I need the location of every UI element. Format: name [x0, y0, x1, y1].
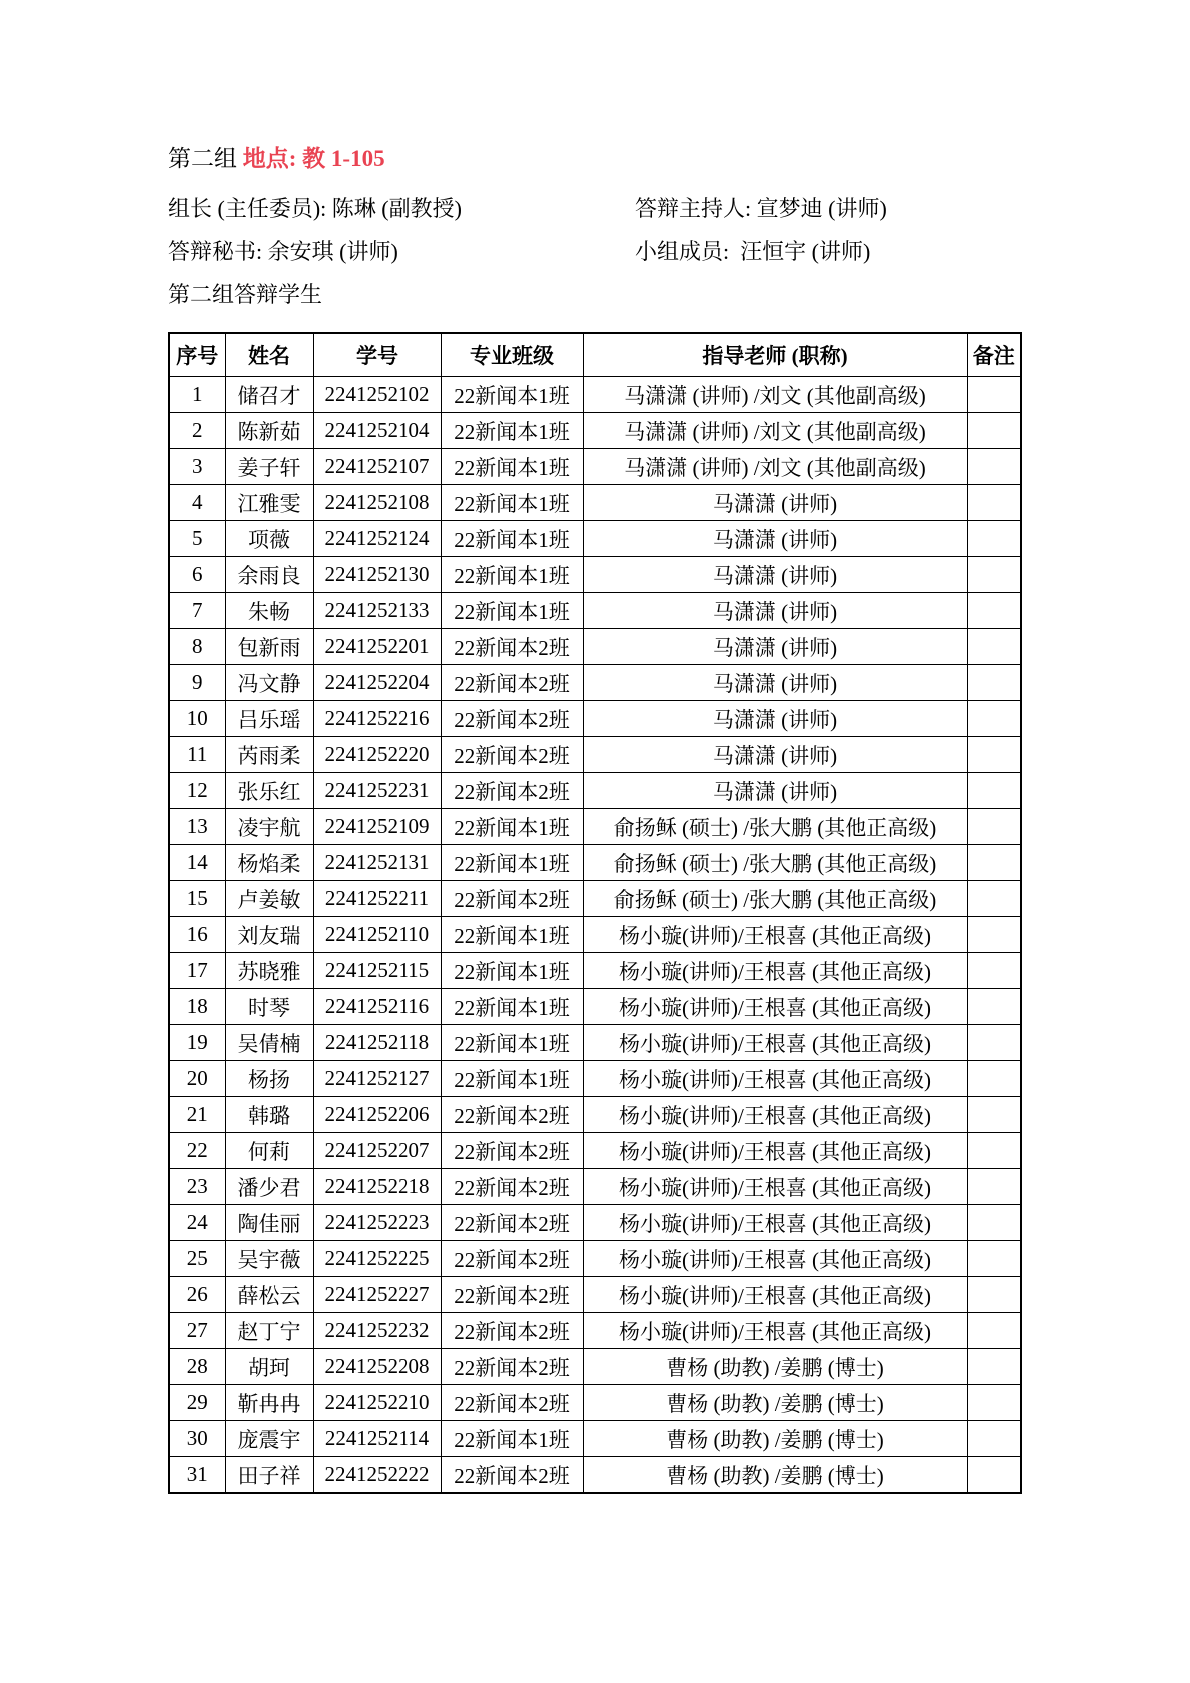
cell-student-id: 2241252220: [313, 737, 441, 773]
table-row: [169, 1097, 1021, 1133]
cell-student-id: 2241252227: [313, 1277, 441, 1313]
cell-class: 22新闻本2班: [441, 1313, 583, 1349]
cell-advisor: 曹杨 (助教) /姜鹏 (博士): [583, 1421, 967, 1457]
cell-class: 22新闻本2班: [441, 1241, 583, 1277]
cell-remark: [967, 629, 1021, 665]
cell-remark: [967, 485, 1021, 521]
cell-class: 22新闻本2班: [441, 629, 583, 665]
cell-student-id: 2241252109: [313, 809, 441, 845]
cell-student-id: 2241252116: [313, 989, 441, 1025]
cell-advisor: 杨小璇(讲师)/王根喜 (其他正高级): [583, 1241, 967, 1277]
table-row: [169, 1241, 1021, 1277]
table-row: [169, 593, 1021, 629]
cell-class: 22新闻本2班: [441, 773, 583, 809]
cell-remark: [967, 377, 1021, 413]
cell-no: 20: [169, 1061, 225, 1097]
cell-advisor: 马潇潇 (讲师) /刘文 (其他副高级): [583, 377, 967, 413]
cell-no: 11: [169, 737, 225, 773]
cell-remark: [967, 1205, 1021, 1241]
cell-remark: [967, 1421, 1021, 1457]
cell-no: 7: [169, 593, 225, 629]
cell-class: 22新闻本1班: [441, 593, 583, 629]
cell-name: 吴倩楠: [225, 1025, 313, 1061]
cell-student-id: 2241252107: [313, 449, 441, 485]
cell-remark: [967, 1169, 1021, 1205]
cell-student-id: 2241252115: [313, 953, 441, 989]
info-row-2: [168, 238, 1028, 265]
defense-secretary-text: 答辩秘书: 余安琪 (讲师): [168, 239, 398, 264]
cell-name: 庞震宇: [225, 1421, 313, 1457]
cell-student-id: 2241252225: [313, 1241, 441, 1277]
cell-no: 21: [169, 1097, 225, 1133]
table-row: [169, 917, 1021, 953]
cell-name: 胡珂: [225, 1349, 313, 1385]
cell-no: 6: [169, 557, 225, 593]
cell-no: 17: [169, 953, 225, 989]
cell-no: 25: [169, 1241, 225, 1277]
header-advisor: 指导老师 (职称): [583, 333, 967, 377]
cell-remark: [967, 413, 1021, 449]
table-row: [169, 701, 1021, 737]
group-title-line: [168, 145, 1028, 173]
cell-remark: [967, 665, 1021, 701]
cell-name: 靳冉冉: [225, 1385, 313, 1421]
cell-class: 22新闻本1班: [441, 377, 583, 413]
cell-no: 19: [169, 1025, 225, 1061]
cell-name: 姜子轩: [225, 449, 313, 485]
cell-name: 何莉: [225, 1133, 313, 1169]
group-leader-text: 组长 (主任委员): 陈琳 (副教授): [168, 196, 462, 221]
cell-advisor: 杨小璇(讲师)/王根喜 (其他正高级): [583, 1133, 967, 1169]
cell-student-id: 2241252206: [313, 1097, 441, 1133]
cell-remark: [967, 1313, 1021, 1349]
cell-advisor: 曹杨 (助教) /姜鹏 (博士): [583, 1349, 967, 1385]
cell-name: 时琴: [225, 989, 313, 1025]
cell-advisor: 马潇潇 (讲师): [583, 557, 967, 593]
table-row: [169, 1061, 1021, 1097]
header-remark: 备注: [967, 333, 1021, 377]
cell-class: 22新闻本1班: [441, 557, 583, 593]
cell-class: 22新闻本1班: [441, 809, 583, 845]
cell-name: 张乐红: [225, 773, 313, 809]
cell-remark: [967, 593, 1021, 629]
cell-advisor: 杨小璇(讲师)/王根喜 (其他正高级): [583, 953, 967, 989]
cell-remark: [967, 701, 1021, 737]
cell-class: 22新闻本2班: [441, 1385, 583, 1421]
cell-no: 3: [169, 449, 225, 485]
cell-name: 苏晓雅: [225, 953, 313, 989]
cell-advisor: 马潇潇 (讲师): [583, 485, 967, 521]
cell-no: 24: [169, 1205, 225, 1241]
cell-name: 朱畅: [225, 593, 313, 629]
cell-name: 卢姜敏: [225, 881, 313, 917]
cell-name: 芮雨柔: [225, 737, 313, 773]
table-row: [169, 1385, 1021, 1421]
cell-class: 22新闻本1班: [441, 1061, 583, 1097]
cell-no: 22: [169, 1133, 225, 1169]
cell-name: 江雅雯: [225, 485, 313, 521]
cell-remark: [967, 1061, 1021, 1097]
cell-name: 薛松云: [225, 1277, 313, 1313]
cell-remark: [967, 1349, 1021, 1385]
cell-no: 9: [169, 665, 225, 701]
cell-class: 22新闻本1班: [441, 521, 583, 557]
cell-advisor: 曹杨 (助教) /姜鹏 (博士): [583, 1385, 967, 1421]
cell-no: 10: [169, 701, 225, 737]
cell-remark: [967, 1025, 1021, 1061]
info-row-1: [168, 195, 1028, 222]
cell-name: 冯文静: [225, 665, 313, 701]
cell-advisor: 马潇潇 (讲师) /刘文 (其他副高级): [583, 449, 967, 485]
cell-advisor: 马潇潇 (讲师): [583, 701, 967, 737]
cell-remark: [967, 809, 1021, 845]
cell-no: 27: [169, 1313, 225, 1349]
cell-remark: [967, 449, 1021, 485]
cell-name: 储召才: [225, 377, 313, 413]
table-row: [169, 665, 1021, 701]
cell-student-id: 2241252207: [313, 1133, 441, 1169]
cell-remark: [967, 1133, 1021, 1169]
header-class: 专业班级: [441, 333, 583, 377]
table-row: [169, 1205, 1021, 1241]
table-row: [169, 845, 1021, 881]
table-row: [169, 1349, 1021, 1385]
cell-no: 8: [169, 629, 225, 665]
cell-student-id: 2241252110: [313, 917, 441, 953]
cell-class: 22新闻本2班: [441, 701, 583, 737]
table-header-row: [169, 333, 1021, 377]
table-row: [169, 521, 1021, 557]
cell-no: 23: [169, 1169, 225, 1205]
table-row: [169, 737, 1021, 773]
cell-remark: [967, 1241, 1021, 1277]
cell-advisor: 杨小璇(讲师)/王根喜 (其他正高级): [583, 1061, 967, 1097]
cell-class: 22新闻本2班: [441, 1277, 583, 1313]
cell-class: 22新闻本2班: [441, 881, 583, 917]
cell-advisor: 俞扬稣 (硕士) /张大鹏 (其他正高级): [583, 845, 967, 881]
cell-advisor: 杨小璇(讲师)/王根喜 (其他正高级): [583, 989, 967, 1025]
cell-student-id: 2241252124: [313, 521, 441, 557]
table-caption: 第二组答辩学生: [168, 282, 323, 307]
cell-class: 22新闻本2班: [441, 1097, 583, 1133]
cell-remark: [967, 989, 1021, 1025]
cell-name: 田子祥: [225, 1457, 313, 1494]
document-page: [168, 145, 1028, 1494]
cell-student-id: 2241252102: [313, 377, 441, 413]
cell-class: 22新闻本1班: [441, 917, 583, 953]
table-row: [169, 1025, 1021, 1061]
cell-advisor: 杨小璇(讲师)/王根喜 (其他正高级): [583, 1205, 967, 1241]
table-row: [169, 629, 1021, 665]
cell-name: 凌宇航: [225, 809, 313, 845]
cell-advisor: 马潇潇 (讲师): [583, 593, 967, 629]
cell-student-id: 2241252204: [313, 665, 441, 701]
cell-remark: [967, 917, 1021, 953]
cell-no: 14: [169, 845, 225, 881]
table-row: [169, 377, 1021, 413]
cell-no: 15: [169, 881, 225, 917]
cell-class: 22新闻本1班: [441, 413, 583, 449]
cell-name: 杨扬: [225, 1061, 313, 1097]
table-row: [169, 953, 1021, 989]
cell-student-id: 2241252210: [313, 1385, 441, 1421]
cell-student-id: 2241252133: [313, 593, 441, 629]
cell-no: 18: [169, 989, 225, 1025]
cell-no: 13: [169, 809, 225, 845]
table-row: [169, 809, 1021, 845]
cell-advisor: 杨小璇(讲师)/王根喜 (其他正高级): [583, 1277, 967, 1313]
cell-student-id: 2241252114: [313, 1421, 441, 1457]
cell-remark: [967, 773, 1021, 809]
cell-no: 12: [169, 773, 225, 809]
cell-name: 杨焰柔: [225, 845, 313, 881]
table-row: [169, 881, 1021, 917]
cell-advisor: 马潇潇 (讲师): [583, 773, 967, 809]
cell-remark: [967, 1097, 1021, 1133]
table-row: [169, 1421, 1021, 1457]
cell-name: 陈新茹: [225, 413, 313, 449]
cell-class: 22新闻本1班: [441, 845, 583, 881]
cell-class: 22新闻本1班: [441, 1421, 583, 1457]
header-index: 序号: [169, 333, 225, 377]
cell-class: 22新闻本2班: [441, 1349, 583, 1385]
table-row: [169, 773, 1021, 809]
header-name: 姓名: [225, 333, 313, 377]
cell-student-id: 2241252127: [313, 1061, 441, 1097]
cell-no: 30: [169, 1421, 225, 1457]
cell-advisor: 杨小璇(讲师)/王根喜 (其他正高级): [583, 917, 967, 953]
table-row: [169, 1313, 1021, 1349]
cell-name: 陶佳丽: [225, 1205, 313, 1241]
cell-no: 28: [169, 1349, 225, 1385]
cell-remark: [967, 1385, 1021, 1421]
cell-remark: [967, 845, 1021, 881]
table-row: [169, 1457, 1021, 1494]
cell-name: 刘友瑞: [225, 917, 313, 953]
cell-class: 22新闻本2班: [441, 1133, 583, 1169]
cell-student-id: 2241252208: [313, 1349, 441, 1385]
cell-no: 16: [169, 917, 225, 953]
cell-name: 吴宇薇: [225, 1241, 313, 1277]
cell-class: 22新闻本1班: [441, 953, 583, 989]
table-row: [169, 989, 1021, 1025]
cell-name: 潘少君: [225, 1169, 313, 1205]
cell-student-id: 2241252216: [313, 701, 441, 737]
cell-advisor: 俞扬稣 (硕士) /张大鹏 (其他正高级): [583, 809, 967, 845]
cell-student-id: 2241252201: [313, 629, 441, 665]
cell-advisor: 杨小璇(讲师)/王根喜 (其他正高级): [583, 1313, 967, 1349]
cell-no: 29: [169, 1385, 225, 1421]
cell-no: 2: [169, 413, 225, 449]
table-row: [169, 1277, 1021, 1313]
cell-class: 22新闻本2班: [441, 1169, 583, 1205]
cell-no: 5: [169, 521, 225, 557]
cell-advisor: 杨小璇(讲师)/王根喜 (其他正高级): [583, 1097, 967, 1133]
cell-name: 项薇: [225, 521, 313, 557]
cell-no: 4: [169, 485, 225, 521]
student-table: [168, 332, 1022, 1494]
cell-advisor: 马潇潇 (讲师): [583, 629, 967, 665]
cell-advisor: 马潇潇 (讲师) /刘文 (其他副高级): [583, 413, 967, 449]
cell-class: 22新闻本2班: [441, 1205, 583, 1241]
table-row: [169, 1169, 1021, 1205]
cell-no: 26: [169, 1277, 225, 1313]
header-student-id: 学号: [313, 333, 441, 377]
cell-remark: [967, 737, 1021, 773]
cell-remark: [967, 521, 1021, 557]
cell-student-id: 2241252131: [313, 845, 441, 881]
cell-name: 包新雨: [225, 629, 313, 665]
table-row: [169, 485, 1021, 521]
group-title: 第二组: [168, 146, 243, 171]
cell-no: 1: [169, 377, 225, 413]
cell-student-id: 2241252222: [313, 1457, 441, 1494]
cell-name: 吕乐瑶: [225, 701, 313, 737]
cell-student-id: 2241252218: [313, 1169, 441, 1205]
cell-class: 22新闻本1班: [441, 449, 583, 485]
cell-class: 22新闻本2班: [441, 737, 583, 773]
defense-host-text: 答辩主持人: 宣梦迪 (讲师): [635, 196, 887, 221]
group-members-text: 小组成员: 汪恒宇 (讲师): [635, 239, 871, 264]
cell-student-id: 2241252231: [313, 773, 441, 809]
cell-class: 22新闻本2班: [441, 665, 583, 701]
cell-advisor: 俞扬稣 (硕士) /张大鹏 (其他正高级): [583, 881, 967, 917]
cell-student-id: 2241252211: [313, 881, 441, 917]
cell-advisor: 马潇潇 (讲师): [583, 665, 967, 701]
cell-remark: [967, 953, 1021, 989]
cell-name: 韩璐: [225, 1097, 313, 1133]
cell-student-id: 2241252104: [313, 413, 441, 449]
cell-student-id: 2241252130: [313, 557, 441, 593]
cell-no: 31: [169, 1457, 225, 1494]
student-table-body: [169, 377, 1021, 1494]
cell-advisor: 马潇潇 (讲师): [583, 737, 967, 773]
cell-name: 余雨良: [225, 557, 313, 593]
cell-remark: [967, 881, 1021, 917]
table-row: [169, 557, 1021, 593]
cell-advisor: 杨小璇(讲师)/王根喜 (其他正高级): [583, 1025, 967, 1061]
cell-remark: [967, 1277, 1021, 1313]
cell-remark: [967, 557, 1021, 593]
cell-class: 22新闻本1班: [441, 989, 583, 1025]
cell-advisor: 杨小璇(讲师)/王根喜 (其他正高级): [583, 1169, 967, 1205]
location-label: 地点: 教 1-105: [242, 146, 385, 171]
cell-class: 22新闻本2班: [441, 1457, 583, 1494]
cell-student-id: 2241252118: [313, 1025, 441, 1061]
cell-advisor: 曹杨 (助教) /姜鹏 (博士): [583, 1457, 967, 1494]
cell-student-id: 2241252223: [313, 1205, 441, 1241]
cell-student-id: 2241252232: [313, 1313, 441, 1349]
table-row: [169, 449, 1021, 485]
cell-name: 赵丁宁: [225, 1313, 313, 1349]
table-row: [169, 413, 1021, 449]
cell-advisor: 马潇潇 (讲师): [583, 521, 967, 557]
cell-student-id: 2241252108: [313, 485, 441, 521]
cell-remark: [967, 1457, 1021, 1494]
cell-class: 22新闻本1班: [441, 485, 583, 521]
cell-class: 22新闻本1班: [441, 1025, 583, 1061]
table-row: [169, 1133, 1021, 1169]
